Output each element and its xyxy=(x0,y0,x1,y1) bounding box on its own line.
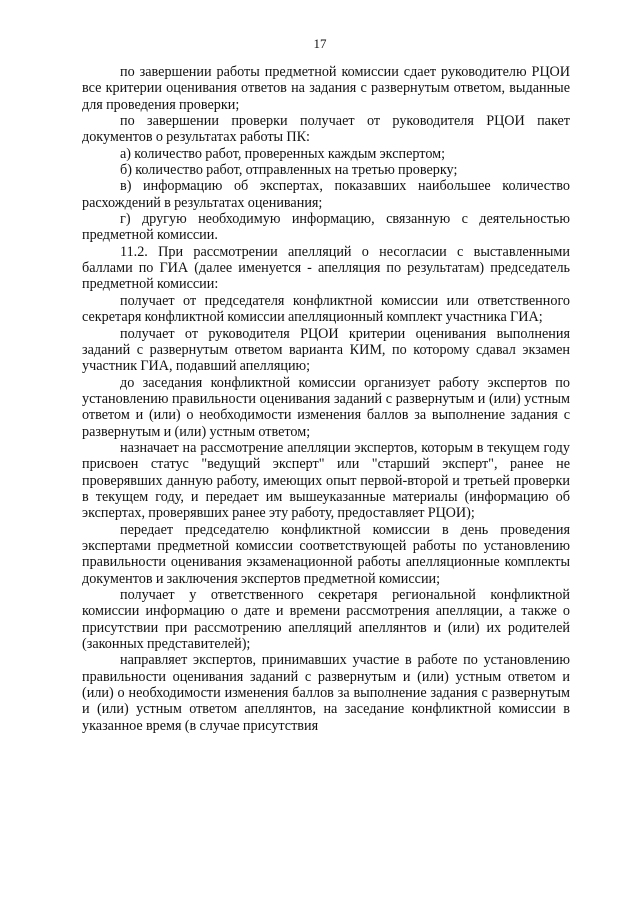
document-body xyxy=(82,64,570,734)
paragraph-results-package: по завершении проверки получает от руководителя РЦОИ пакет документов о результатах работы ПК: xyxy=(82,113,570,146)
paragraph-receives-criteria: получает от руководителя РЦОИ критерии оценивания выполнения заданий с развернутым ответом варианта КИМ, по которому сдавал экзамен участник ГИА, подавший апелляцию; xyxy=(82,325,570,375)
list-item-a: а) количество работ, проверенных каждым экспертом; xyxy=(120,145,446,162)
paragraph-assigns-experts: назначает на рассмотрение апелляции экспертов, которым в текущем году присвоен статус "ведущий эксперт" или "старший эксперт", ранее не проверявших данную работу, имеющих опыт первой-второй и третьей проверки в текущем году, и передает им вышеуказанные материалы (информацию об экспертах, проверявших ранее эту работу, предоставляет РЦОИ); xyxy=(82,439,570,522)
list-item-b: б) количество работ, отправленных на третью проверку; xyxy=(120,162,458,179)
paragraph-transfers-documents: передает председателю конфликтной комиссии в день проведения экспертами предметной комиссии соответствующей работы по установлению правильности оценивания экзаменационной работы апелляционные комплекты документов и заключения экспертов предметной комиссии; xyxy=(82,521,570,587)
paragraph-directs-experts: направляет экспертов, принимавших участие в работе по установлению правильности оценивания заданий с развернутым и (или) устным ответом и (или) о необходимости изменения баллов за выполнение задания с развернутым и (или) устным ответом апеллянтов, на заседание конфликтной комиссии в указанное время (в случае присутствия xyxy=(82,652,570,734)
paragraph-commission-criteria-return: по завершении работы предметной комиссии сдает руководителю РЦОИ все критерии оценивания ответов на задания с развернутым ответом, выданные для проведения проверки; xyxy=(82,64,570,113)
paragraph-receives-schedule: получает у ответственного секретаря региональной конфликтной комиссии информацию о дате и времени рассмотрения апелляции, а также о присутствии при рассмотрению апелляций апеллянтов и (или) их родителей (законных представителей); xyxy=(82,587,570,653)
list-item-g: г) другую необходимую информацию, связанную с деятельностью предметной комиссии. xyxy=(82,211,570,244)
paragraph-receives-appeal-set: получает от председателя конфликтной комиссии или ответственного секретаря конфликтной комиссии апелляционный комплект участника ГИА; xyxy=(82,292,570,326)
list-item-v: в) информацию об экспертах, показавших наибольшее количество расхождений в результатах оценивания; xyxy=(82,178,570,211)
page-number: 17 xyxy=(313,36,327,51)
paragraph-organizes-experts: до заседания конфликтной комиссии организует работу экспертов по установлению правильности оценивания заданий с развернутым и (или) устным ответом и (или) о необходимости изменения баллов за выполнение задания с развернутым и (или) устным ответом; xyxy=(82,374,570,440)
paragraph-section-11-2: 11.2. При рассмотрении апелляций о несогласии с выставленными баллами по ГИА (далее именуется - апелляция по результатам) председатель предметной комиссии: xyxy=(82,243,570,293)
